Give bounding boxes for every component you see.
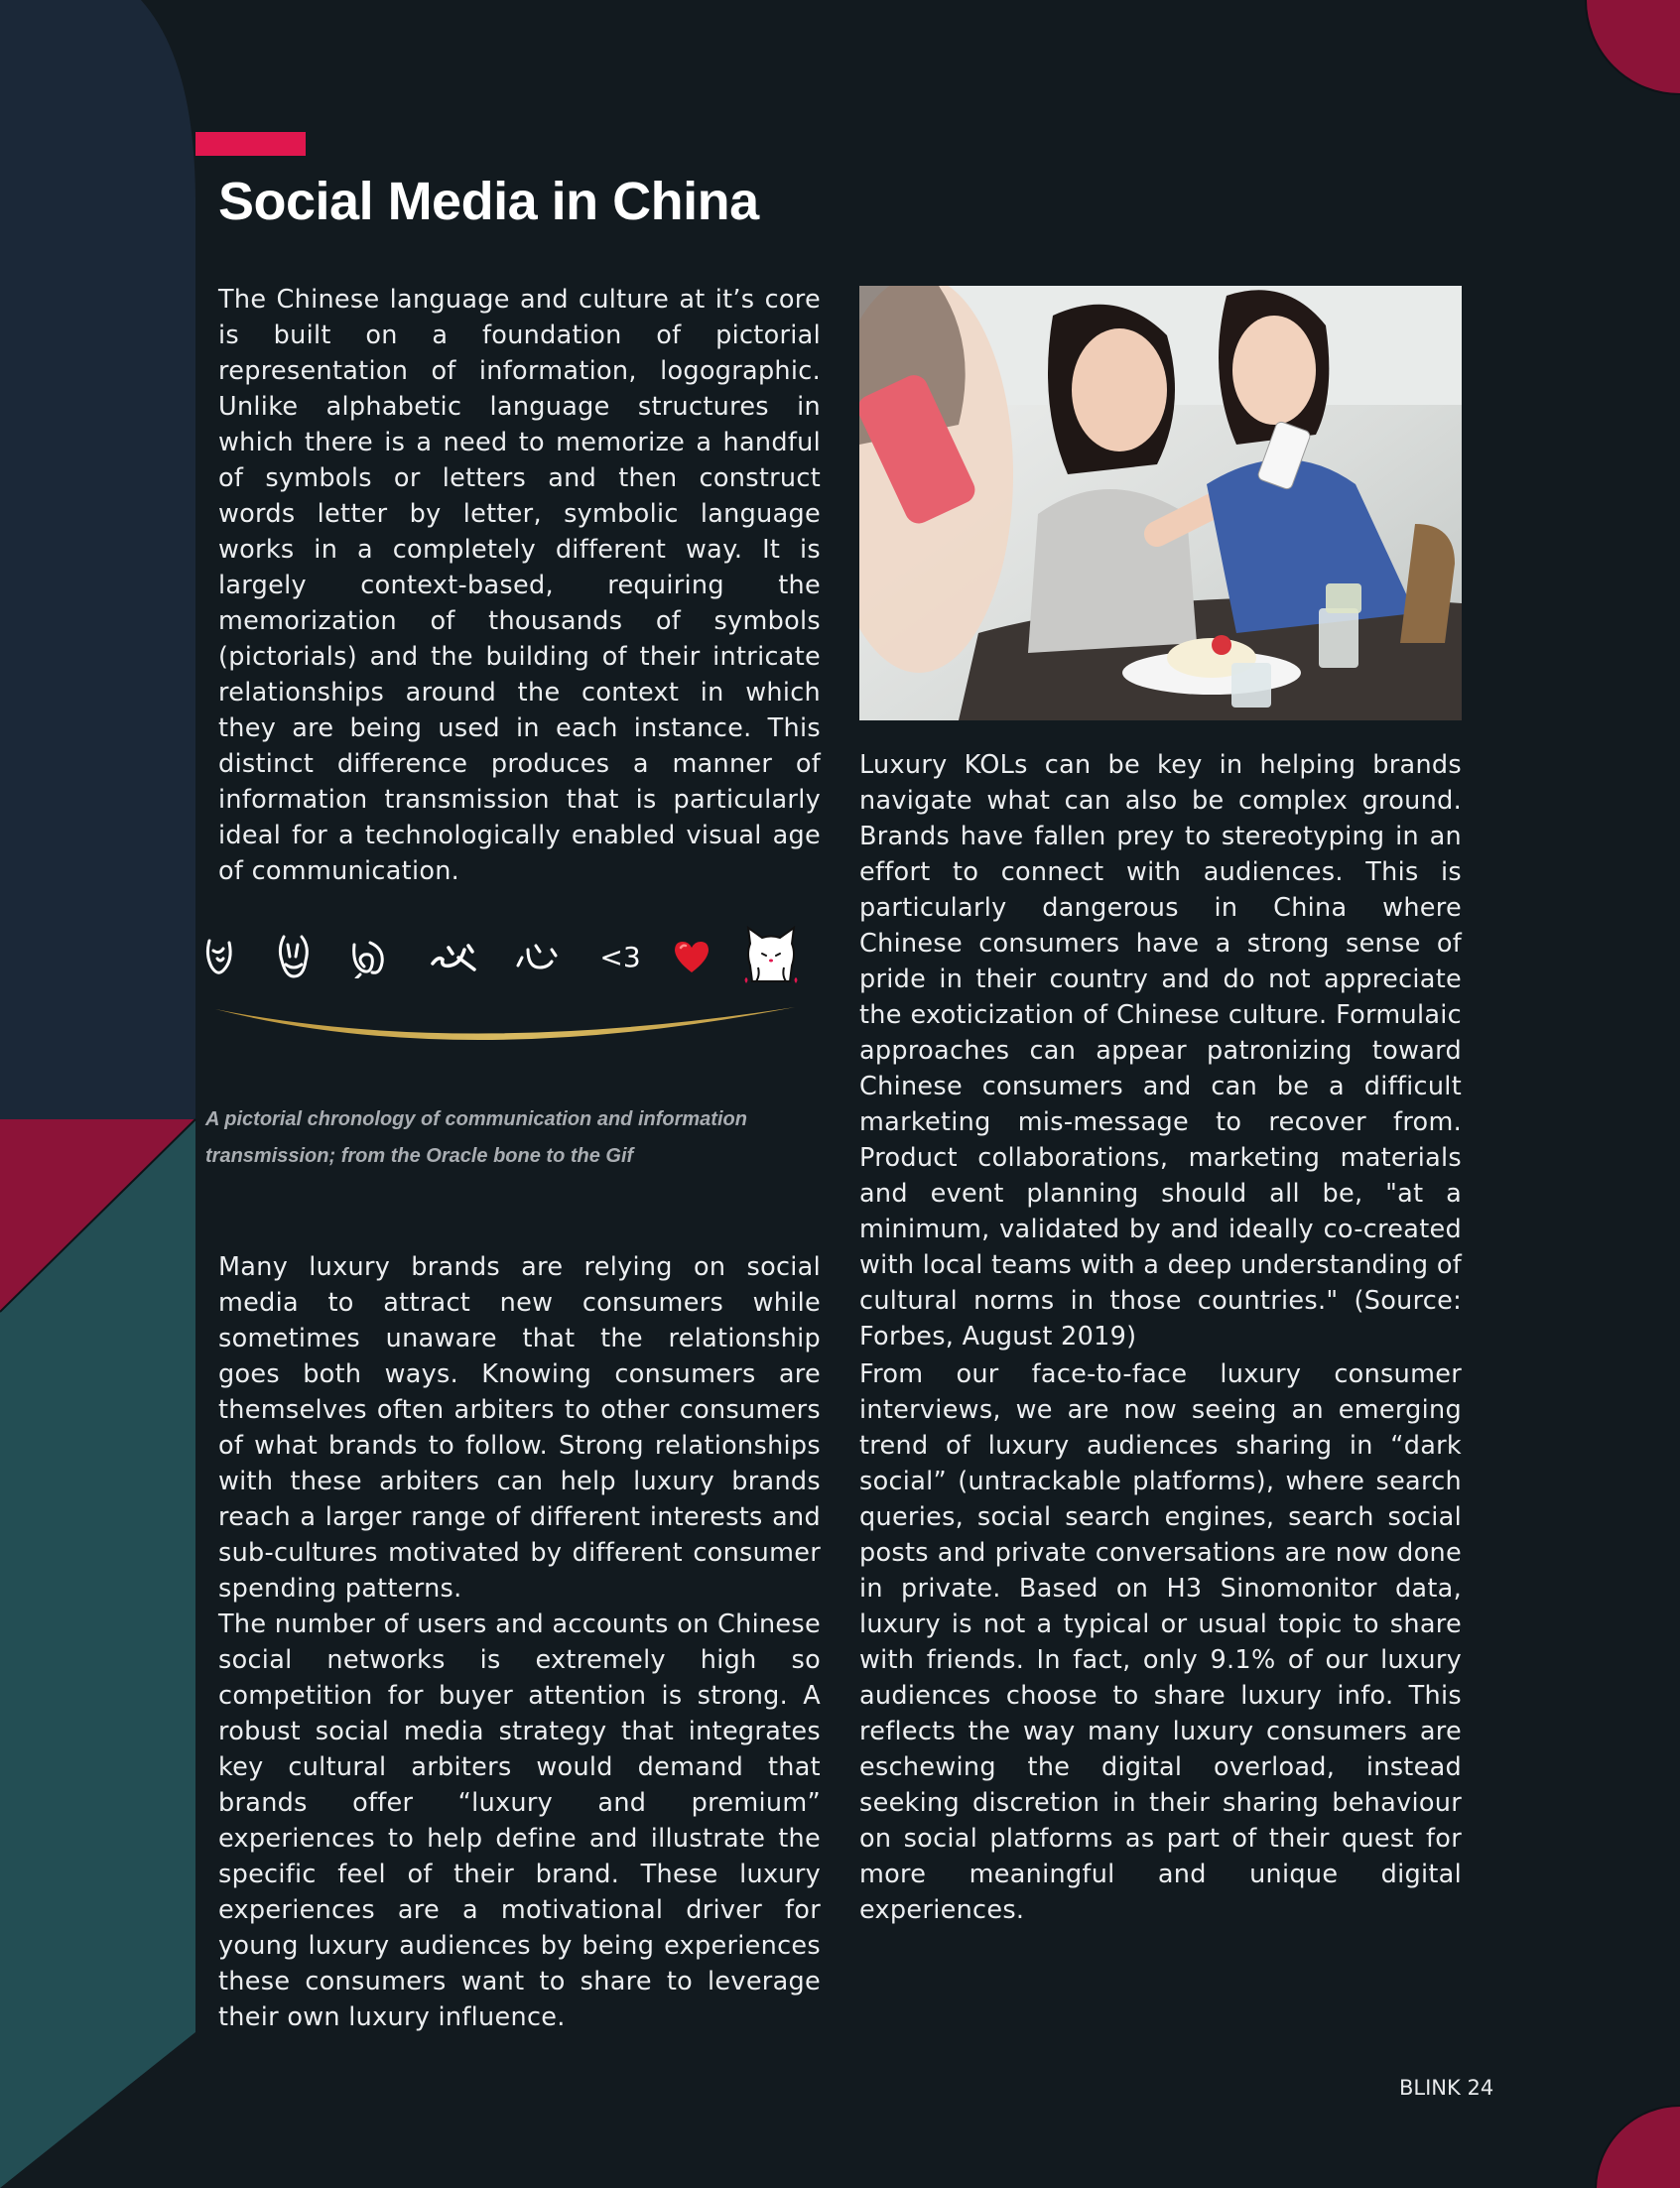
bronze-script-heart-icon: [274, 921, 314, 992]
gold-arc-divider: [213, 997, 799, 1057]
heart-emoji-icon: [667, 921, 716, 992]
paragraph-intro: The Chinese language and culture at it’s core is built on a foundation of pictorial representation of information, logographic. Unlike alphabetic language structures in which there is a need to memorize a handful of symbols or letters and then construct words letter by letter, symbolic language works in a completely different way. It is largely context-based, requiring the memorization of thousands of symbols (pictorials) and the building of their intricate relationships around the context in which they are being used in each instance. This distinct difference produces a manner of information transmission that is particularly ideal for a technologically enabled visual age of communication.: [218, 285, 821, 886]
figure-caption: A pictorial chronology of communication and information transmission; from the Oracle bone to the Gif: [205, 1108, 747, 1167]
text-heart-emoticon: <3: [599, 940, 641, 973]
page-title: Social Media in China: [218, 172, 759, 231]
cat-gif-icon: [739, 921, 803, 992]
paragraph-users: The number of users and accounts on Chinese social networks is extremely high so competition for buyer attention is strong. A robust social media strategy that integrates key cultural arbiters would demand that brands offer “luxury and premium” experiences to help define and illustrate the specific feel of their brand. These luxury experiences are a motivational driver for young luxury audiences by being experiences these consumers want to share to leverage their own luxury influence.: [218, 1609, 821, 2032]
navy-panel: [0, 0, 195, 1119]
women-sharing-phone-photo: [859, 286, 1462, 720]
regular-xin-heart-icon: [512, 921, 562, 992]
title-accent-bar: [195, 132, 306, 156]
seal-script-heart-icon: [347, 921, 391, 992]
paragraph-kols: Luxury KOLs can be key in helping brands navigate what can also be complex ground. Brands have fallen prey to stereotyping in an effort to connect with audiences. This is particularly dangerous in China where Chinese consumers have a strong sense of pride in their country and do not appreciate the exoticization of Chinese culture. Formulaic approaches can appear patronizing toward Chinese consumers and can be a difficult marketing mis-message to recover from. Product collaborations, marketing materials and event planning should all be, "at a minimum, validated by and ideally co-created with local teams with a deep understanding of cultural norms in those countries." (Source: Forbes, August 2019): [859, 750, 1462, 1351]
page-footer: BLINK 24: [1399, 2076, 1494, 2100]
cursive-xin-heart-icon: [429, 921, 478, 992]
oracle-bone-heart-icon: [200, 921, 240, 992]
paragraph-dark-social: From our face-to-face luxury consumer interviews, we are now seeing an emerging trend of luxury audiences sharing in “dark social” (untrackable platforms), where search queries, social search engines, search social posts and private conversations are now done in private. Based on H3 Sinomonitor data, luxury is not a typical or usual topic to share with friends. In fact, only 9.1% of our luxury audiences choose to share luxury info. This reflects the way many luxury consumers are eschewing the digital overload, instead seeking discretion in their sharing behaviour on social platforms as part of their quest for more meaningful and unique digital experiences.: [859, 1359, 1462, 1925]
corner-circle-top: [1586, 0, 1680, 94]
paragraph-arbiters: Many luxury brands are relying on social media to attract new consumers while sometimes unaware that the relationship goes both ways. Knowing consumers are themselves often arbiters to other consumers of what brands to follow. Strong relationships with these arbiters can help luxury brands reach a larger range of different interests and sub-cultures motivated by different consumer spending patterns.: [218, 1252, 821, 1604]
pictorial-chronology: [198, 921, 824, 992]
